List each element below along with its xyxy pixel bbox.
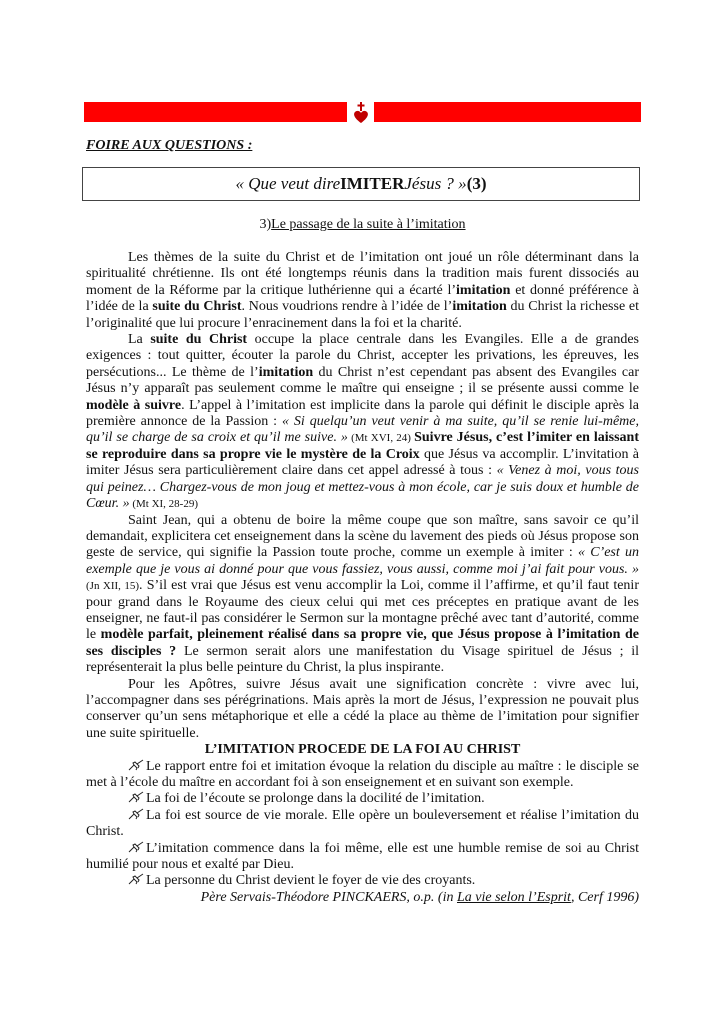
pointing-hand-icon bbox=[128, 873, 144, 885]
quote: « Venez à moi, vous tous qui peinez… Chargez-vous de mon joug et mettez-vous à mon école, car je suis doux et humble de Cœur. » bbox=[86, 463, 639, 512]
emphasis: suite du Christ bbox=[152, 299, 242, 315]
paragraph-4: Pour les Apôtres, suivre Jésus avait une signification concrète : vivre avec lui, l’accompagner dans ses pérégrinations. Mais après la mort de Jésus, l’expression ne pouvait plus conserver qu’un sens métaphorique et elle a cédé la place au thème de l’imitation pour signifier une suite spirituelle. bbox=[86, 676, 639, 741]
emphasis: imitation bbox=[456, 282, 511, 298]
paragraph-3 bbox=[86, 513, 639, 677]
text: Le sermon serait alors une manifestation du Visage spirituel de Jésus ; il représenterait la plus belle peinture du Christ, la plus inspirante. bbox=[86, 643, 639, 676]
title-box bbox=[82, 167, 640, 201]
bullet-text: La personne du Christ devient le foyer de vie des croyants. bbox=[146, 873, 476, 889]
reference: (Jn XII, 15) bbox=[86, 580, 140, 593]
text: La bbox=[128, 332, 151, 348]
bullet-item bbox=[86, 791, 639, 807]
subtitle-prefix: 3) bbox=[259, 217, 272, 232]
signature-book: La vie selon l’Esprit bbox=[457, 889, 571, 905]
emphasis: modèle à suivre bbox=[86, 397, 182, 413]
signature bbox=[86, 890, 639, 906]
reference: (Mt XVI, 24) bbox=[347, 432, 415, 445]
pointing-hand-icon bbox=[128, 808, 144, 820]
title-open: « Que veut dire bbox=[235, 174, 341, 193]
pointing-hand-icon bbox=[128, 841, 144, 853]
text: du Christ la richesse et l’originalité que lui procure l’enracinement dans la foi et la charité. bbox=[86, 299, 639, 331]
text: Saint Jean, qui a obtenu de boire la même coupe que son maître, sans savoir ce qu’il demandait, explicitera cet enseignement dans la scène du lavement des pieds où Jésus propose son geste de service, qui signifie la Passion toute proche, comme un exemple à imiter : bbox=[86, 512, 639, 561]
text: du Christ n’est cependant pas absent des Evangiles car Jésus n’y apparaît pas seulement comme le maître qui enseigne ; il se présente aussi comme le bbox=[86, 364, 640, 397]
signature-author: Père Servais-Théodore PINCKAERS, o.p. (in bbox=[200, 889, 457, 905]
bullet-item bbox=[86, 873, 639, 889]
red-banner bbox=[84, 102, 641, 122]
title-number: (3) bbox=[466, 174, 487, 193]
text: . Nous voudrions rendre à l’idée de l’ bbox=[241, 299, 453, 315]
quote: « Si quelqu’un veut venir à ma suite, qu’il se renie lui-même, qu’il se charge de sa croix et qu’il me suive. » bbox=[86, 414, 639, 446]
banner-bar-right bbox=[374, 102, 641, 122]
text: . S’il est vrai que Jésus est venu accomplir la Loi, comme il l’affirme, et qu’il faut tenir pour grand dans le Royaume des cieux celui qui met ces préceptes en pratique avant de les enseigner, ne faut-il pas considérer le Sermon sur la montagne prêché avec tant d’autorité, comme le bbox=[86, 578, 639, 643]
bullet-item bbox=[86, 841, 639, 874]
bullet-item bbox=[86, 759, 639, 792]
reference: (Mt XI, 28-29) bbox=[129, 498, 199, 511]
emphasis: Suivre Jésus, c’est l’imiter en laissant se reproduire dans sa propre vie le mystère de la Croix bbox=[86, 430, 639, 462]
emphasis: imitation bbox=[452, 299, 507, 315]
pointing-hand-icon bbox=[128, 791, 144, 803]
bullet-item bbox=[86, 808, 639, 841]
text: et donné préférence à l’idée de la bbox=[86, 282, 640, 315]
bullet-text: La foi est source de vie morale. Elle opère un bouleversement et réalise l’imitation du Christ. bbox=[86, 807, 639, 840]
signature-rest: , Cerf 1996) bbox=[570, 889, 639, 905]
text: Les thèmes de la suite du Christ et de l’imitation ont joué un rôle déterminant dans la spiritualité chrétienne. Ils ont été longtemps réunis dans la tradition mais furent dissociés au moment de la Réforme par la critique luthérienne qui a écarté l’ bbox=[86, 250, 639, 298]
paragraph-1 bbox=[86, 250, 639, 332]
emphasis: modèle parfait, pleinement réalisé dans sa propre vie, que Jésus propose à l’imitation de ses disciples ? bbox=[86, 627, 640, 659]
paragraph-2 bbox=[86, 332, 639, 512]
faq-heading: FOIRE AUX QUESTIONS : bbox=[86, 138, 253, 153]
heart-cross-icon bbox=[350, 102, 372, 124]
emphasis: imitation bbox=[258, 364, 314, 380]
title-middle: Jésus ? » bbox=[404, 174, 467, 193]
text: occupe la place centrale dans les Evangiles. Elle a de grandes exigences : tout quitter, écouter la parole du Christ, accepter les privations, les épreuves, les persécutions... Le thème de l’ bbox=[86, 332, 640, 380]
text: que Jésus va accomplir. L’invitation à imiter Jésus sera particulièrement claire dans cet appel adressé à tous : bbox=[86, 446, 639, 479]
bullet-text: Le rapport entre foi et imitation évoque la relation du disciple au maître : le disciple se met à l’école du maître en accordant foi à son enseignement et en suivant son exemple. bbox=[86, 758, 639, 790]
quote: « C’est un exemple que je vous ai donné pour que vous fassiez, vous aussi, comme moi j’ai fait pour vous. » bbox=[86, 545, 639, 577]
pointing-hand-icon bbox=[128, 759, 144, 771]
section-heading: L’IMITATION PROCEDE DE LA FOI AU CHRIST bbox=[204, 742, 521, 758]
section-subtitle bbox=[0, 217, 725, 233]
banner-bar-left bbox=[84, 102, 347, 122]
bullet-text: L’imitation commence dans la foi même, elle est une humble remise de soi au Christ humilié pour nous et exalté par Dieu. bbox=[86, 840, 639, 873]
bullet-text: La foi de l’écoute se prolonge dans la docilité de l’imitation. bbox=[146, 791, 485, 807]
emphasis: suite du Christ bbox=[150, 332, 248, 348]
title-keyword: IMITER bbox=[340, 174, 405, 193]
text: . L’appel à l’imitation est implicite dans la parole qui définit le disciple après la première annonce de la Passion : bbox=[86, 397, 639, 430]
subtitle-text: Le passage de la suite à l’imitation bbox=[271, 217, 466, 232]
article-body bbox=[86, 250, 639, 906]
